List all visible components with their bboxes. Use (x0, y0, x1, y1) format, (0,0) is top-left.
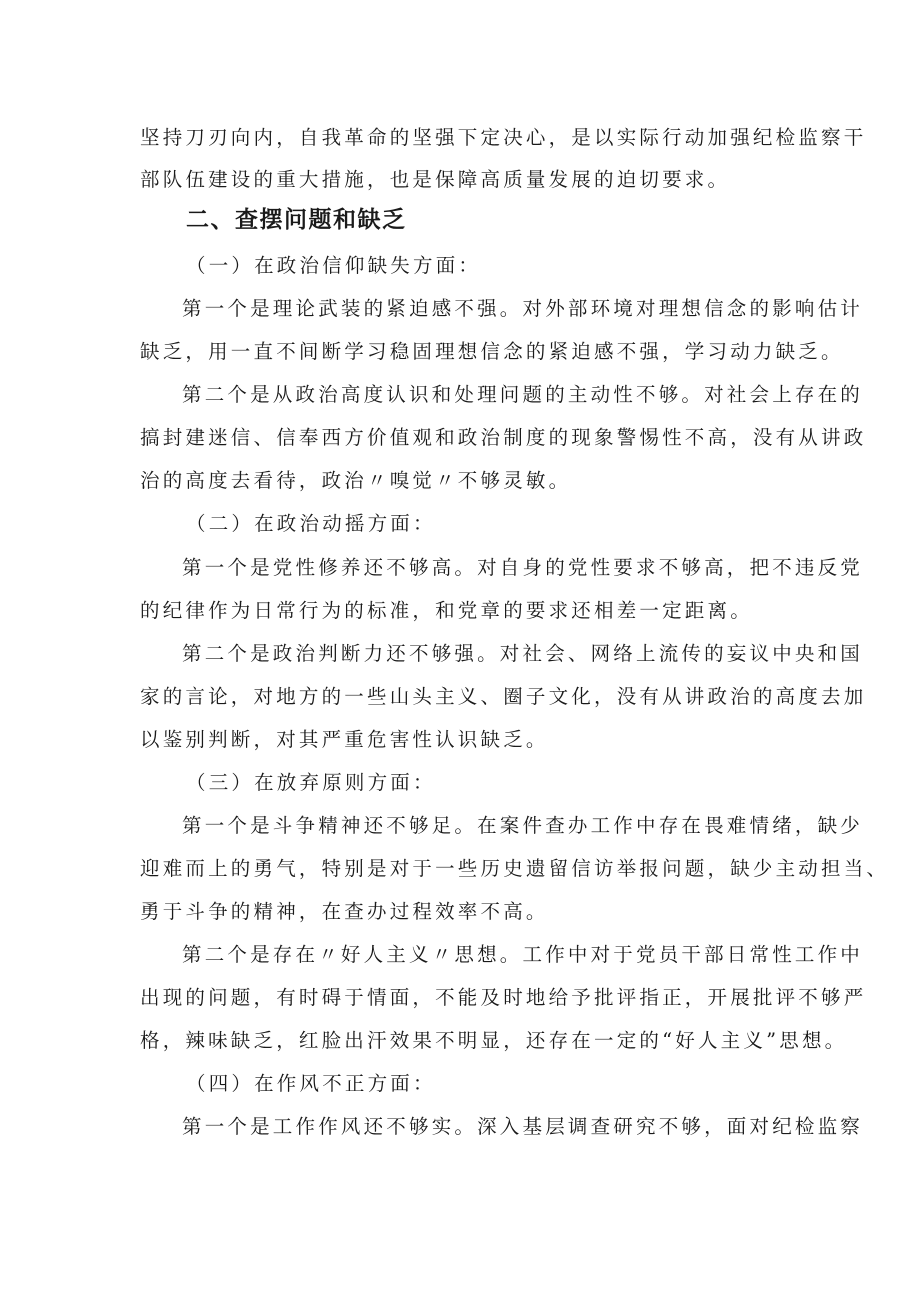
paragraph-line: 家的言论，对地方的一些山头主义、圈子文化，没有从讲政治的高度去加 (140, 685, 867, 708)
paragraph-line: 第一个是斗争精神还不够足。在案件查办工作中存在畏难情绪，缺少 (182, 814, 864, 837)
paragraph-line: 部队伍建设的重大措施，也是保障高质量发展的迫切要求。 (140, 168, 731, 191)
paragraph-line: 迎难而上的勇气，特别是对于一些历史遗留信访举报问题，缺少主动担当、 (140, 857, 890, 880)
section-heading: 二、查摆问题和缺乏 (186, 207, 407, 233)
paragraph-line: 第二个是从政治高度认识和处理问题的主动性不够。对社会上存在的 (182, 383, 864, 406)
paragraph-line: 勇于斗争的精神，在查办过程效率不高。 (140, 900, 549, 923)
paragraph-line: 第一个是工作作风还不够实。深入基层调查研究不够，面对纪检监察 (182, 1115, 864, 1138)
subsection-heading: （四）在作风不正方面： (186, 1072, 436, 1095)
paragraph-line: 以鉴别判断，对其严重危害性认识缺乏。 (140, 728, 549, 751)
paragraph-line: 第一个是党性修养还不够高。对自身的党性要求不够高，把不违反党 (182, 556, 864, 579)
paragraph-line: 治的高度去看待，政治〃嗅觉〃不够灵敏。 (140, 469, 572, 492)
paragraph-line: 第二个是政治判断力还不够强。对社会、网络上流传的妄议中央和国 (182, 642, 864, 665)
paragraph-line: 出现的问题，有时碍于情面，不能及时地给予批评指正，开展批评不够严 (140, 986, 867, 1009)
subsection-heading: （一）在政治信仰缺失方面： (186, 254, 482, 277)
subsection-heading: （二）在政治动摇方面： (186, 512, 436, 535)
paragraph-line: 的纪律作为日常行为的标准，和党章的要求还相差一定距离。 (140, 599, 753, 622)
paragraph-line: 第一个是理论武装的紧迫感不强。对外部环境对理想信念的影响估计 (182, 297, 864, 320)
paragraph-line: 格，辣味缺乏，红脸出汗效果不明显，还存在一定的“好人主义”思想。 (140, 1029, 848, 1052)
subsection-heading: （三）在放弃原则方面： (186, 771, 436, 794)
paragraph-line: 第二个是存在〃好人主义〃思想。工作中对于党员干部日常性工作中 (182, 943, 864, 966)
paragraph-line: 坚持刀刃向内，自我革命的坚强下定决心，是以实际行动加强纪检监察干 (140, 126, 867, 149)
paragraph-line: 搞封建迷信、信奉西方价值观和政治制度的现象警惕性不高，没有从讲政 (140, 426, 867, 449)
paragraph-line: 缺乏，用一直不间断学习稳固理想信念的紧迫感不强，学习动力缺乏。 (140, 340, 844, 363)
